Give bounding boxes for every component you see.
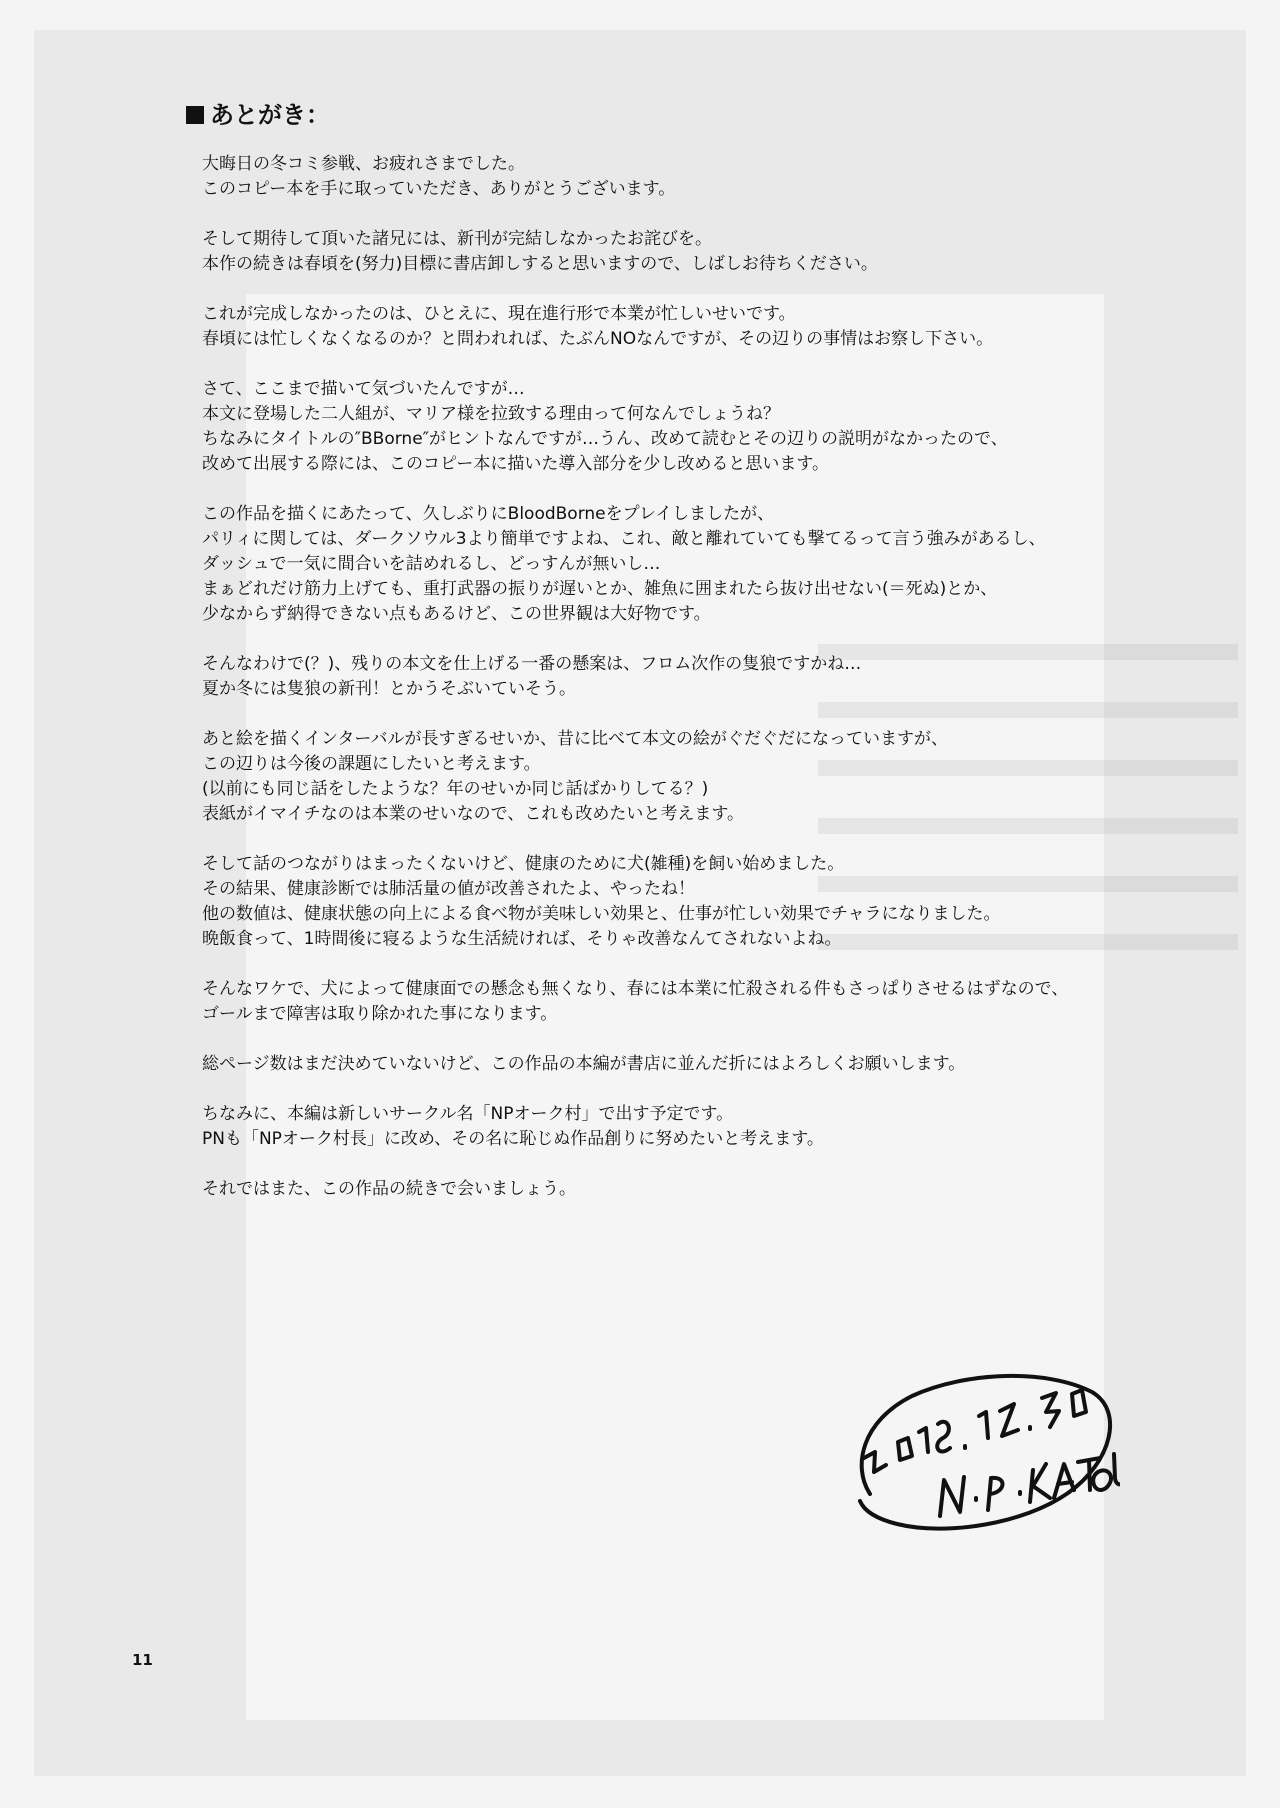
afterword-line: パリィに関しては、ダークソウル3より簡単ですよね、これ、敵と離れていても撃てるって言う強みがあるし、 <box>202 529 1046 549</box>
afterword-paragraph <box>202 1052 1086 1077</box>
afterword-paragraph <box>202 727 1086 827</box>
afterword-paragraph <box>202 977 1086 1027</box>
afterword-paragraph <box>202 502 1086 627</box>
afterword-line: さて、ここまで描いて気づいたんですが… <box>202 379 525 399</box>
afterword-paragraph <box>202 227 1086 277</box>
afterword-line: 少なからず納得できない点もあるけど、この世界観は大好物です。 <box>202 604 711 624</box>
black-square-icon <box>186 106 204 124</box>
afterword-line: 大晦日の冬コミ参戦、お疲れさまでした。 <box>202 154 525 174</box>
afterword-paragraphs <box>186 152 1086 1202</box>
afterword-line: 他の数値は、健康状態の向上による食べ物が美味しい効果と、仕事が忙しい効果でチャラになりました。 <box>202 904 1001 924</box>
afterword-line: 本文に登場した二人組が、マリア様を拉致する理由って何なんでしょうね？ <box>202 404 780 424</box>
afterword-paragraph <box>202 152 1086 202</box>
afterword-line: そんなわけで(？)、残りの本文を仕上げる一番の懸案は、フロム次作の隻狼ですかね… <box>202 654 862 674</box>
afterword-line: 表紙がイマイチなのは本業のせいなので、これも改めたいと考えます。 <box>202 804 744 824</box>
afterword-content <box>186 100 1086 1227</box>
afterword-line: あと絵を描くインターバルが長すぎるせいか、昔に比べて本文の絵がぐだぐだになっていますが、 <box>202 729 948 749</box>
afterword-line: ダッシュで一気に間合いを詰めれるし、どっすんが無いし… <box>202 554 661 574</box>
afterword-line: ちなみにタイトルの″BBorne″がヒントなんですが…うん、改めて読むとその辺りの説明がなかったので、 <box>202 429 1008 449</box>
afterword-line: そんなワケで、犬によって健康面での懸念も無くなり、春には本業に忙殺される件もさっぱりさせるはずなので、 <box>202 979 1069 999</box>
afterword-line: この作品を描くにあたって、久しぶりにBloodBorneをプレイしましたが、 <box>202 504 775 524</box>
afterword-paragraph <box>202 652 1086 702</box>
afterword-line: 本作の続きは春頃を(努力)目標に書店卸しすると思いますので、しばしお待ちください。 <box>202 254 878 274</box>
afterword-paragraph <box>202 377 1086 477</box>
afterword-paragraph <box>202 1102 1086 1152</box>
afterword-line: これが完成しなかったのは、ひとえに、現在進行形で本業が忙しいせいです。 <box>202 304 796 324</box>
afterword-line: 改めて出展する際には、このコピー本に描いた導入部分を少し改めると思います。 <box>202 454 829 474</box>
afterword-line: その結果、健康診断では肺活量の値が改善されたよ、やったね！ <box>202 879 695 899</box>
afterword-line: 晩飯食って、1時間後に寝るような生活続ければ、そりゃ改善なんてされないよね。 <box>202 929 842 949</box>
page-number: 11 <box>132 1651 153 1669</box>
afterword-line: それではまた、この作品の続きで会いましょう。 <box>202 1179 576 1199</box>
afterword-line: この辺りは今後の課題にしたいと考えます。 <box>202 754 541 774</box>
afterword-line: そして話のつながりはまったくないけど、健康のために犬(雑種)を飼い始めました。 <box>202 854 845 874</box>
afterword-paragraph <box>202 1177 1086 1202</box>
afterword-heading-text: あとがき： <box>210 101 330 129</box>
afterword-line: 総ページ数はまだ決めていないけど、この作品の本編が書店に並んだ折にはよろしくお願いします。 <box>202 1054 966 1074</box>
afterword-line: まぁどれだけ筋力上げても、重打武器の振りが遅いとか、雑魚に囲まれたら抜け出せない(＝死ぬ)とか、 <box>202 579 998 599</box>
afterword-line: このコピー本を手に取っていただき、ありがとうございます。 <box>202 179 676 199</box>
afterword-heading <box>186 100 1086 130</box>
afterword-paragraph <box>202 302 1086 352</box>
afterword-line: ちなみに、本編は新しいサークル名「NPオーク村」で出す予定です。 <box>202 1104 734 1124</box>
handwritten-signature <box>842 1366 1120 1542</box>
afterword-line: ゴールまで障害は取り除かれた事になります。 <box>202 1004 558 1024</box>
signature-name <box>940 1454 1120 1516</box>
afterword-line: そして期待して頂いた諸兄には、新刊が完結しなかったお詫びを。 <box>202 229 712 249</box>
afterword-paragraph <box>202 852 1086 952</box>
afterword-line: PNも「NPオーク村長」に改め、その名に恥じぬ作品創りに努めたいと考えます。 <box>202 1129 824 1149</box>
afterword-line: 春頃には忙しくなくなるのか？と問われれば、たぶんNOなんですが、その辺りの事情はお察し下さい。 <box>202 329 994 349</box>
afterword-line: 夏か冬には隻狼の新刊！とかうそぶいていそう。 <box>202 679 576 699</box>
afterword-line: (以前にも同じ話をしたような？年のせいか同じ話ばかりしてる？) <box>202 779 709 799</box>
